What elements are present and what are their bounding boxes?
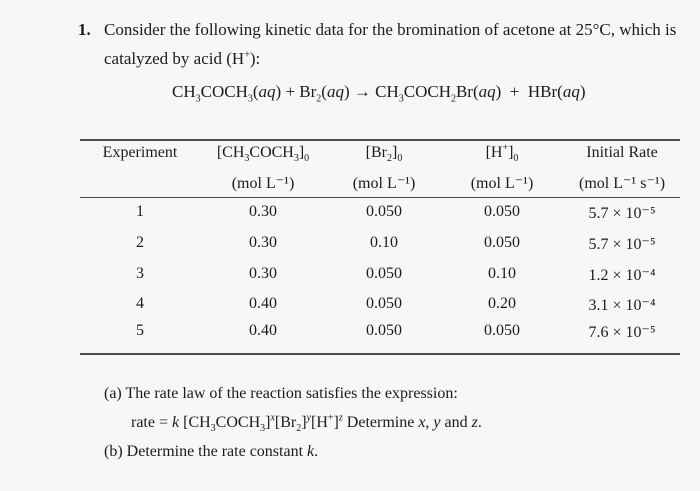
table-top-rule [80,139,680,141]
unit-br2: (mol L⁻¹) [352,175,416,192]
question-text-line-1: Consider the following kinetic data for the bromination of acetone at 25°C, which is [104,20,677,39]
header-h: $[H^+]_0$ [485,142,519,165]
cell-br2: 0.050 [366,203,402,220]
cell-br2: 0.050 [366,295,402,312]
part-b: (b) Determine the rate constant k. [104,443,319,460]
cell-acetone: 0.40 [249,295,277,312]
reaction-equation: $CH_3COCH_3(aq) + Br_2(aq)$ → $CH_3COCH_2Br(aq) + HBr(aq)$ [172,82,586,105]
unit-h: (mol L⁻¹) [470,175,534,192]
header-rate: Initial Rate [586,144,658,161]
cell-rate: 7.6 × 10⁻⁵ [588,324,656,341]
question-number: 1. [78,20,91,39]
cell-experiment: 3 [136,265,144,282]
cell-experiment: 4 [136,295,144,312]
header-acetone: $[CH_3COCH_3]_0$ [216,144,310,165]
cell-h: 0.10 [488,265,516,282]
unit-rate: (mol L⁻¹ s⁻¹) [578,175,666,192]
cell-acetone: 0.30 [249,265,277,282]
cell-h: 0.20 [488,295,516,312]
cell-experiment: 1 [136,203,144,220]
cell-h: 0.050 [484,203,520,220]
part-a-line-1: (a) The rate law of the reaction satisfies the expression: [104,385,458,402]
cell-experiment: 2 [136,234,144,251]
cell-h: 0.050 [484,322,520,339]
cell-br2: 0.050 [366,322,402,339]
cell-experiment: 5 [136,322,144,339]
table-header-rule [80,197,680,198]
cell-acetone: 0.40 [249,322,277,339]
question-text-line-2: catalyzed by acid (H+): [104,49,261,68]
cell-rate: 3.1 × 10⁻⁴ [588,297,656,314]
cell-rate: 5.7 × 10⁻⁵ [588,205,656,222]
header-experiment: Experiment [102,144,178,161]
cell-br2: 0.10 [370,234,398,251]
cell-rate: 1.2 × 10⁻⁴ [588,267,656,284]
header-br2: $[Br_2]_0$ [365,144,403,165]
unit-acetone: (mol L⁻¹) [231,175,295,192]
cell-br2: 0.050 [366,265,402,282]
table-bottom-rule [80,353,680,355]
part-a-rate-law: rate = k $[CH_3COCH_3]^x[Br_2]^y[H^+]^z$ Determine x, y and z. [131,412,482,435]
cell-h: 0.050 [484,234,520,251]
cell-acetone: 0.30 [249,234,277,251]
cell-rate: 5.7 × 10⁻⁵ [588,236,656,253]
cell-acetone: 0.30 [249,203,277,220]
